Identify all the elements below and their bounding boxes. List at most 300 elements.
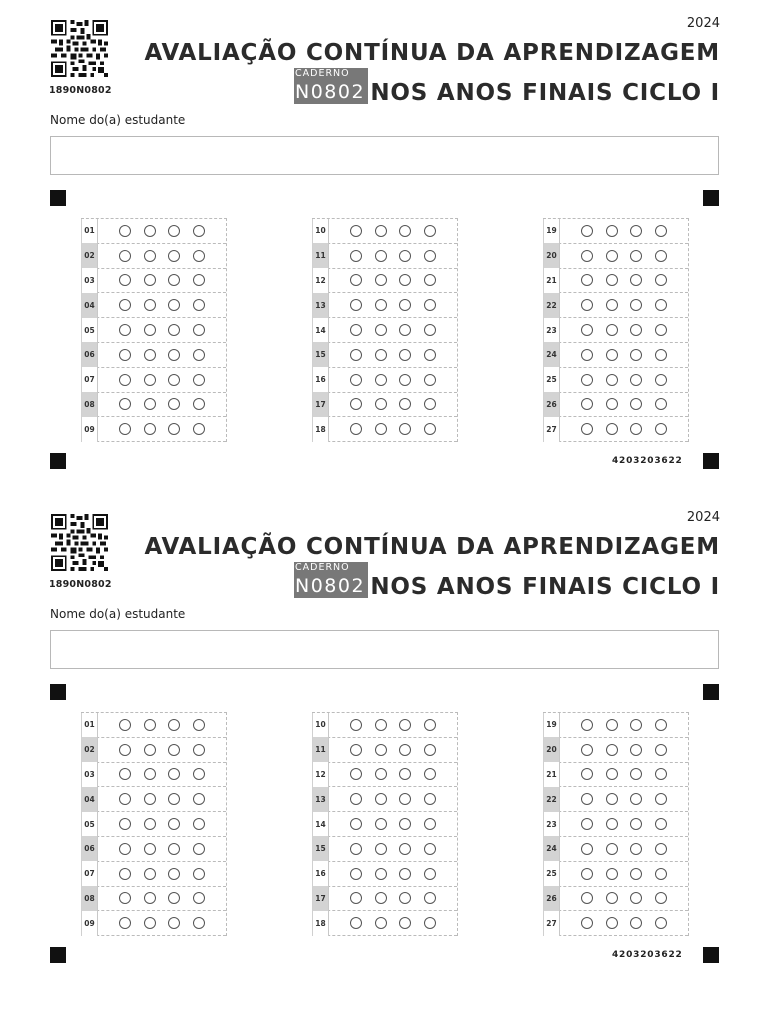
- answer-bubble-icon[interactable]: [375, 299, 387, 311]
- answer-bubble-icon[interactable]: [630, 744, 642, 756]
- answer-bubble-icon[interactable]: [350, 719, 362, 731]
- answer-bubble-icon[interactable]: [375, 719, 387, 731]
- answer-bubble-icon[interactable]: [581, 374, 593, 386]
- answer-bubble-icon[interactable]: [630, 818, 642, 830]
- answer-bubble-icon[interactable]: [655, 793, 667, 805]
- answer-bubble-icon[interactable]: [119, 374, 131, 386]
- answer-options: [119, 892, 217, 904]
- answer-bubble-icon[interactable]: [375, 793, 387, 805]
- answer-row: [312, 244, 457, 269]
- answer-bubble-icon[interactable]: [193, 423, 205, 435]
- student-name-label: Nome do(a) estudante: [50, 113, 186, 127]
- answer-bubble-icon[interactable]: [655, 423, 667, 435]
- answer-bubble-icon[interactable]: [375, 324, 387, 336]
- answer-options: [350, 374, 448, 386]
- answer-block-3: [543, 712, 689, 936]
- answer-bubble-icon[interactable]: [375, 818, 387, 830]
- student-name-field[interactable]: [50, 630, 719, 669]
- answer-bubble-icon[interactable]: [630, 423, 642, 435]
- answer-bubble-icon[interactable]: [399, 274, 411, 286]
- answer-options: [581, 818, 679, 830]
- answer-bubble-icon[interactable]: [144, 250, 156, 262]
- answer-bubble-icon[interactable]: [193, 744, 205, 756]
- answer-bubble-icon[interactable]: [375, 250, 387, 262]
- alignment-marker-top-right: [703, 190, 719, 206]
- answer-bubble-icon[interactable]: [144, 374, 156, 386]
- student-name-field[interactable]: [50, 136, 719, 175]
- answer-row: [81, 713, 226, 738]
- answer-bubble-icon[interactable]: [606, 892, 618, 904]
- answer-bubble-icon[interactable]: [655, 868, 667, 880]
- answer-bubble-icon[interactable]: [606, 250, 618, 262]
- answer-row: [81, 812, 226, 837]
- question-number: 07: [81, 861, 98, 886]
- answer-row: [81, 343, 226, 368]
- answer-bubble-icon[interactable]: [424, 744, 436, 756]
- answer-bubble-icon[interactable]: [350, 274, 362, 286]
- answer-bubble-icon[interactable]: [630, 843, 642, 855]
- answer-bubble-icon[interactable]: [630, 349, 642, 361]
- answer-bubble-icon[interactable]: [350, 250, 362, 262]
- answer-bubble-icon[interactable]: [193, 917, 205, 929]
- answer-bubble-icon[interactable]: [655, 374, 667, 386]
- answer-bubble-icon[interactable]: [424, 917, 436, 929]
- answer-bubble-icon[interactable]: [168, 250, 180, 262]
- answer-options: [119, 768, 217, 780]
- answer-row: [81, 787, 226, 812]
- answer-bubble-icon[interactable]: [630, 398, 642, 410]
- question-number: 05: [81, 318, 98, 343]
- answer-bubble-icon[interactable]: [655, 768, 667, 780]
- answer-bubble-icon[interactable]: [350, 349, 362, 361]
- question-number: 01: [81, 219, 98, 244]
- answer-options: [581, 349, 679, 361]
- answer-bubble-icon[interactable]: [581, 225, 593, 237]
- answer-bubble-icon[interactable]: [424, 250, 436, 262]
- answer-bubble-icon[interactable]: [193, 719, 205, 731]
- question-number: 22: [543, 293, 560, 318]
- answer-bubble-icon[interactable]: [581, 744, 593, 756]
- answer-bubble-icon[interactable]: [350, 892, 362, 904]
- answer-bubble-icon[interactable]: [350, 917, 362, 929]
- answer-bubble-icon[interactable]: [606, 843, 618, 855]
- answer-bubble-icon[interactable]: [193, 868, 205, 880]
- answer-bubble-icon[interactable]: [399, 744, 411, 756]
- answer-bubble-icon[interactable]: [144, 917, 156, 929]
- answer-bubble-icon[interactable]: [655, 274, 667, 286]
- answer-bubble-icon[interactable]: [168, 868, 180, 880]
- question-number: 03: [81, 762, 98, 787]
- answer-bubble-icon[interactable]: [655, 719, 667, 731]
- answer-bubble-icon[interactable]: [375, 398, 387, 410]
- answer-options: [581, 374, 679, 386]
- question-number: 14: [312, 812, 329, 837]
- answer-bubble-icon[interactable]: [399, 719, 411, 731]
- question-number: 18: [312, 911, 329, 936]
- question-number: 25: [543, 861, 560, 886]
- answer-bubble-icon[interactable]: [424, 868, 436, 880]
- answer-bubble-icon[interactable]: [630, 868, 642, 880]
- answer-bubble-icon[interactable]: [375, 843, 387, 855]
- answer-bubble-icon[interactable]: [655, 225, 667, 237]
- answer-bubble-icon[interactable]: [606, 324, 618, 336]
- answer-bubble-icon[interactable]: [606, 398, 618, 410]
- answer-bubble-icon[interactable]: [350, 423, 362, 435]
- answer-bubble-icon[interactable]: [168, 818, 180, 830]
- answer-bubble-icon[interactable]: [168, 793, 180, 805]
- answer-bubble-icon[interactable]: [424, 892, 436, 904]
- answer-bubble-icon[interactable]: [144, 818, 156, 830]
- answer-bubble-icon[interactable]: [399, 398, 411, 410]
- answer-bubble-icon[interactable]: [606, 374, 618, 386]
- answer-bubble-icon[interactable]: [606, 768, 618, 780]
- answer-bubble-icon[interactable]: [144, 744, 156, 756]
- answer-bubble-icon[interactable]: [168, 843, 180, 855]
- answer-options: [119, 299, 217, 311]
- answer-bubble-icon[interactable]: [399, 423, 411, 435]
- answer-options: [581, 324, 679, 336]
- answer-bubble-icon[interactable]: [144, 719, 156, 731]
- answer-bubble-icon[interactable]: [630, 225, 642, 237]
- answer-bubble-icon[interactable]: [193, 768, 205, 780]
- answer-bubble-icon[interactable]: [655, 250, 667, 262]
- answer-bubble-icon[interactable]: [630, 719, 642, 731]
- answer-bubble-icon[interactable]: [375, 892, 387, 904]
- answer-bubble-icon[interactable]: [144, 324, 156, 336]
- answer-options: [581, 423, 679, 435]
- answer-bubble-icon[interactable]: [119, 917, 131, 929]
- answer-bubble-icon[interactable]: [119, 843, 131, 855]
- answer-bubble-icon[interactable]: [168, 349, 180, 361]
- answer-bubble-icon[interactable]: [193, 349, 205, 361]
- answer-bubble-icon[interactable]: [581, 843, 593, 855]
- answer-row: [312, 862, 457, 887]
- answer-bubble-icon[interactable]: [581, 917, 593, 929]
- answer-block-1: [81, 218, 227, 442]
- answer-bubble-icon[interactable]: [144, 423, 156, 435]
- answer-bubble-icon[interactable]: [193, 250, 205, 262]
- answer-bubble-icon[interactable]: [168, 917, 180, 929]
- answer-bubble-icon[interactable]: [168, 768, 180, 780]
- answer-bubble-icon[interactable]: [606, 744, 618, 756]
- answer-bubble-icon[interactable]: [119, 299, 131, 311]
- answer-bubble-icon[interactable]: [144, 892, 156, 904]
- answer-bubble-icon[interactable]: [581, 719, 593, 731]
- answer-bubble-icon[interactable]: [399, 299, 411, 311]
- answer-options: [581, 719, 679, 731]
- answer-bubble-icon[interactable]: [399, 868, 411, 880]
- answer-row: [543, 862, 688, 887]
- answer-bubble-icon[interactable]: [655, 917, 667, 929]
- answer-bubble-icon[interactable]: [630, 793, 642, 805]
- question-number: 13: [312, 293, 329, 318]
- answer-bubble-icon[interactable]: [119, 398, 131, 410]
- answer-bubble-icon[interactable]: [581, 423, 593, 435]
- answer-bubble-icon[interactable]: [350, 843, 362, 855]
- answer-bubble-icon[interactable]: [350, 324, 362, 336]
- answer-bubble-icon[interactable]: [655, 299, 667, 311]
- answer-row: [312, 738, 457, 763]
- answer-bubble-icon[interactable]: [630, 892, 642, 904]
- answer-bubble-icon[interactable]: [581, 768, 593, 780]
- answer-bubble-icon[interactable]: [606, 423, 618, 435]
- answer-bubble-icon[interactable]: [350, 818, 362, 830]
- question-number: 10: [312, 219, 329, 244]
- answer-bubble-icon[interactable]: [655, 398, 667, 410]
- answer-bubble-icon[interactable]: [424, 299, 436, 311]
- answer-bubble-icon[interactable]: [119, 250, 131, 262]
- answer-bubble-icon[interactable]: [630, 250, 642, 262]
- answer-bubble-icon[interactable]: [606, 225, 618, 237]
- answer-bubble-icon[interactable]: [424, 225, 436, 237]
- answer-bubble-icon[interactable]: [168, 374, 180, 386]
- answer-options: [350, 250, 448, 262]
- answer-bubble-icon[interactable]: [375, 768, 387, 780]
- answer-bubble-icon[interactable]: [375, 423, 387, 435]
- answer-bubble-icon[interactable]: [119, 349, 131, 361]
- answer-bubble-icon[interactable]: [375, 274, 387, 286]
- answer-row: [81, 269, 226, 294]
- answer-bubble-icon[interactable]: [144, 398, 156, 410]
- answer-options: [119, 225, 217, 237]
- question-number: 25: [543, 367, 560, 392]
- question-number: 05: [81, 812, 98, 837]
- answer-options: [350, 349, 448, 361]
- answer-bubble-icon[interactable]: [119, 274, 131, 286]
- answer-bubble-icon[interactable]: [168, 274, 180, 286]
- answer-bubble-icon[interactable]: [193, 374, 205, 386]
- answer-bubble-icon[interactable]: [399, 349, 411, 361]
- answer-bubble-icon[interactable]: [581, 398, 593, 410]
- answer-row: [543, 713, 688, 738]
- answer-row: [81, 368, 226, 393]
- answer-bubble-icon[interactable]: [581, 793, 593, 805]
- answer-bubble-icon[interactable]: [119, 324, 131, 336]
- answer-bubble-icon[interactable]: [119, 793, 131, 805]
- answer-bubble-icon[interactable]: [168, 892, 180, 904]
- answer-bubble-icon[interactable]: [119, 892, 131, 904]
- alignment-marker-bottom-left: [50, 453, 66, 469]
- answer-bubble-icon[interactable]: [350, 768, 362, 780]
- answer-bubble-icon[interactable]: [168, 719, 180, 731]
- answer-bubble-icon[interactable]: [144, 843, 156, 855]
- answer-bubble-icon[interactable]: [119, 423, 131, 435]
- answer-bubble-icon[interactable]: [581, 868, 593, 880]
- answer-bubble-icon[interactable]: [144, 768, 156, 780]
- answer-bubble-icon[interactable]: [168, 398, 180, 410]
- answer-bubble-icon[interactable]: [399, 324, 411, 336]
- answer-bubble-icon[interactable]: [375, 917, 387, 929]
- answer-bubble-icon[interactable]: [350, 744, 362, 756]
- answer-row: [312, 393, 457, 418]
- answer-bubble-icon[interactable]: [424, 274, 436, 286]
- answer-bubble-icon[interactable]: [168, 299, 180, 311]
- answer-row: [543, 911, 688, 936]
- question-number: 04: [81, 293, 98, 318]
- answer-bubble-icon[interactable]: [581, 250, 593, 262]
- answer-bubble-icon[interactable]: [606, 349, 618, 361]
- answer-bubble-icon[interactable]: [168, 744, 180, 756]
- answer-bubble-icon[interactable]: [399, 793, 411, 805]
- answer-row: [81, 219, 226, 244]
- answer-options: [350, 892, 448, 904]
- answer-bubble-icon[interactable]: [581, 299, 593, 311]
- answer-bubble-icon[interactable]: [606, 299, 618, 311]
- answer-bubble-icon[interactable]: [144, 868, 156, 880]
- answer-bubble-icon[interactable]: [606, 818, 618, 830]
- answer-bubble-icon[interactable]: [655, 818, 667, 830]
- answer-bubble-icon[interactable]: [399, 892, 411, 904]
- answer-bubble-icon[interactable]: [350, 793, 362, 805]
- answer-bubble-icon[interactable]: [119, 768, 131, 780]
- answer-bubble-icon[interactable]: [375, 225, 387, 237]
- student-name-label: Nome do(a) estudante: [50, 607, 186, 621]
- answer-options: [581, 225, 679, 237]
- answer-bubble-icon[interactable]: [119, 818, 131, 830]
- answer-options: [119, 719, 217, 731]
- answer-row: [543, 812, 688, 837]
- answer-bubble-icon[interactable]: [193, 274, 205, 286]
- answer-options: [119, 843, 217, 855]
- answer-options: [350, 324, 448, 336]
- answer-bubble-icon[interactable]: [655, 349, 667, 361]
- answer-bubble-icon[interactable]: [375, 868, 387, 880]
- question-number: 09: [81, 417, 98, 442]
- caderno-code: N0802: [295, 575, 366, 597]
- answer-bubble-icon[interactable]: [581, 892, 593, 904]
- answer-row: [312, 787, 457, 812]
- answer-bubble-icon[interactable]: [630, 768, 642, 780]
- answer-bubble-icon[interactable]: [350, 374, 362, 386]
- answer-bubble-icon[interactable]: [424, 374, 436, 386]
- answer-bubble-icon[interactable]: [424, 349, 436, 361]
- answer-bubble-icon[interactable]: [399, 768, 411, 780]
- answer-bubble-icon[interactable]: [655, 892, 667, 904]
- answer-bubble-icon[interactable]: [655, 843, 667, 855]
- question-number: 06: [81, 836, 98, 861]
- answer-bubble-icon[interactable]: [193, 324, 205, 336]
- alignment-marker-bottom-right: [703, 947, 719, 963]
- answer-bubble-icon[interactable]: [399, 225, 411, 237]
- answer-bubble-icon[interactable]: [193, 892, 205, 904]
- answer-bubble-icon[interactable]: [144, 299, 156, 311]
- answer-bubble-icon[interactable]: [375, 744, 387, 756]
- answer-bubble-icon[interactable]: [630, 324, 642, 336]
- answer-options: [350, 423, 448, 435]
- answer-bubble-icon[interactable]: [581, 324, 593, 336]
- answer-bubble-icon[interactable]: [375, 349, 387, 361]
- answer-block-2: [312, 218, 458, 442]
- answer-bubble-icon[interactable]: [375, 374, 387, 386]
- answer-bubble-icon[interactable]: [193, 398, 205, 410]
- answer-options: [119, 744, 217, 756]
- answer-bubble-icon[interactable]: [424, 398, 436, 410]
- answer-bubble-icon[interactable]: [144, 793, 156, 805]
- answer-bubble-icon[interactable]: [606, 793, 618, 805]
- title-line-2: NOS ANOS FINAIS CICLO I: [370, 574, 720, 600]
- answer-bubble-icon[interactable]: [119, 868, 131, 880]
- answer-bubble-icon[interactable]: [399, 917, 411, 929]
- answer-bubble-icon[interactable]: [193, 843, 205, 855]
- answer-bubble-icon[interactable]: [193, 299, 205, 311]
- answer-bubble-icon[interactable]: [119, 744, 131, 756]
- answer-bubble-icon[interactable]: [399, 374, 411, 386]
- answer-bubble-icon[interactable]: [193, 793, 205, 805]
- answer-bubble-icon[interactable]: [193, 225, 205, 237]
- answer-bubble-icon[interactable]: [144, 349, 156, 361]
- answer-bubble-icon[interactable]: [630, 374, 642, 386]
- answer-bubble-icon[interactable]: [399, 843, 411, 855]
- answer-row: [312, 318, 457, 343]
- answer-bubble-icon[interactable]: [655, 324, 667, 336]
- answer-options: [119, 868, 217, 880]
- answer-row: [543, 244, 688, 269]
- answer-bubble-icon[interactable]: [399, 818, 411, 830]
- answer-bubble-icon[interactable]: [168, 324, 180, 336]
- answer-bubble-icon[interactable]: [424, 324, 436, 336]
- question-number: 01: [81, 713, 98, 738]
- answer-bubble-icon[interactable]: [424, 423, 436, 435]
- title-line-1: AVALIAÇÃO CONTÍNUA DA APRENDIZAGEM: [144, 40, 720, 66]
- barcode-number: 4203203622: [612, 950, 683, 960]
- answer-bubble-icon[interactable]: [581, 818, 593, 830]
- answer-bubble-icon[interactable]: [350, 299, 362, 311]
- answer-row: [312, 887, 457, 912]
- answer-bubble-icon[interactable]: [424, 719, 436, 731]
- answer-bubble-icon[interactable]: [424, 818, 436, 830]
- answer-row: [543, 417, 688, 442]
- answer-options: [119, 324, 217, 336]
- answer-bubble-icon[interactable]: [119, 225, 131, 237]
- answer-bubble-icon[interactable]: [424, 843, 436, 855]
- answer-bubble-icon[interactable]: [168, 225, 180, 237]
- year: 2024: [686, 16, 720, 31]
- answer-bubble-icon[interactable]: [424, 768, 436, 780]
- answer-bubble-icon[interactable]: [655, 744, 667, 756]
- answer-bubble-icon[interactable]: [630, 299, 642, 311]
- answer-bubble-icon[interactable]: [581, 274, 593, 286]
- answer-row: [81, 911, 226, 936]
- answer-bubble-icon[interactable]: [119, 719, 131, 731]
- answer-bubble-icon[interactable]: [630, 917, 642, 929]
- answer-bubble-icon[interactable]: [606, 917, 618, 929]
- answer-row: [543, 318, 688, 343]
- question-number: 18: [312, 417, 329, 442]
- answer-bubble-icon[interactable]: [350, 398, 362, 410]
- answer-bubble-icon[interactable]: [350, 868, 362, 880]
- answer-bubble-icon[interactable]: [606, 274, 618, 286]
- answer-sheet-1: [0, 0, 768, 494]
- qr-code-label: 1890N0802: [49, 85, 112, 96]
- answer-bubble-icon[interactable]: [399, 250, 411, 262]
- question-number: 26: [543, 886, 560, 911]
- answer-options: [350, 274, 448, 286]
- answer-bubble-icon[interactable]: [350, 225, 362, 237]
- answer-bubble-icon[interactable]: [606, 868, 618, 880]
- answer-bubble-icon[interactable]: [424, 793, 436, 805]
- qr-code-icon: [50, 514, 109, 571]
- answer-options: [119, 917, 217, 929]
- answer-bubble-icon[interactable]: [581, 349, 593, 361]
- answer-bubble-icon[interactable]: [168, 423, 180, 435]
- question-number: 14: [312, 318, 329, 343]
- answer-bubble-icon[interactable]: [144, 225, 156, 237]
- answer-bubble-icon[interactable]: [630, 274, 642, 286]
- answer-bubble-icon[interactable]: [606, 719, 618, 731]
- answer-bubble-icon[interactable]: [144, 274, 156, 286]
- answer-bubble-icon[interactable]: [193, 818, 205, 830]
- answer-row: [312, 219, 457, 244]
